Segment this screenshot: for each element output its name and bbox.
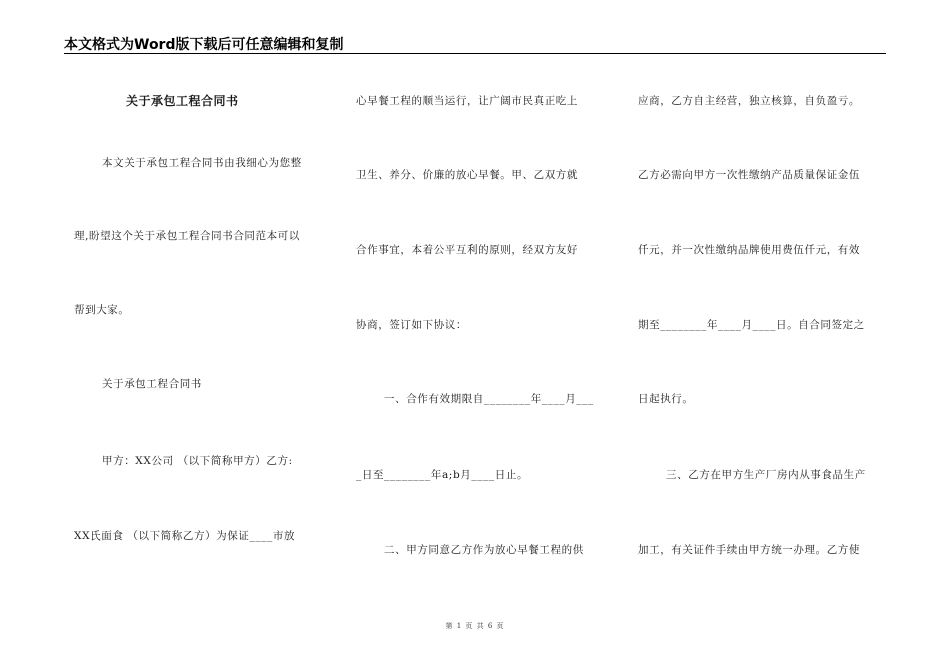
- page-number: 第 1 页 共 6 页: [445, 622, 505, 630]
- paragraph-line: 加工，有关证件手续由甲方统一办理。乙方使: [638, 544, 860, 556]
- paragraph-line: 理,盼望这个关于承包工程合同书合同范本可以: [74, 230, 300, 242]
- paragraph-line: 帮到大家。: [74, 304, 130, 316]
- paragraph-line: 协商，签订如下协议：: [356, 319, 467, 331]
- paragraph-line: 期至________年____月____日。自合同签定之: [638, 319, 865, 331]
- paragraph-line: 甲方：XX公司 （以下简称甲方）乙方:: [102, 455, 293, 467]
- paragraph-line: 仟元，并一次性缴纳品牌使用费伍仟元，有效: [638, 244, 860, 256]
- paragraph-line: 三、乙方在甲方生产厂房内从事食品生产: [666, 469, 866, 481]
- paragraph-line: 一、合作有效期限自________年____月___: [384, 393, 594, 405]
- paragraph-line: 日起执行。: [638, 393, 694, 405]
- document-title: 关于承包工程合同书: [126, 94, 239, 108]
- paragraph-line: _日至________年a;b月____日止。: [356, 469, 529, 481]
- paragraph-line: XX氏面食 （以下简称乙方）为保证____市放: [74, 530, 296, 542]
- paragraph-line: 本文关于承包工程合同书由我细心为您整: [102, 157, 302, 169]
- paragraph-line: 卫生、养分、价廉的放心早餐。甲、乙双方就: [356, 169, 578, 181]
- paragraph-line: 应商，乙方自主经营，独立核算，自负盈亏。: [638, 95, 860, 107]
- paragraph-line: 关于承包工程合同书: [102, 378, 202, 390]
- paragraph-line: 合作事宜，本着公平互利的原则，经双方友好: [356, 244, 578, 256]
- paragraph-line: 乙方必需向甲方一次性缴纳产品质量保证金伍: [638, 169, 860, 181]
- paragraph-line: 心早餐工程的顺当运行，让广阔市民真正吃上: [356, 95, 578, 107]
- banner-divider: [64, 53, 886, 54]
- banner-title: 本文格式为Word版下载后可任意编辑和复制: [64, 37, 344, 53]
- paragraph-line: 二、甲方同意乙方作为放心早餐工程的供: [384, 544, 584, 556]
